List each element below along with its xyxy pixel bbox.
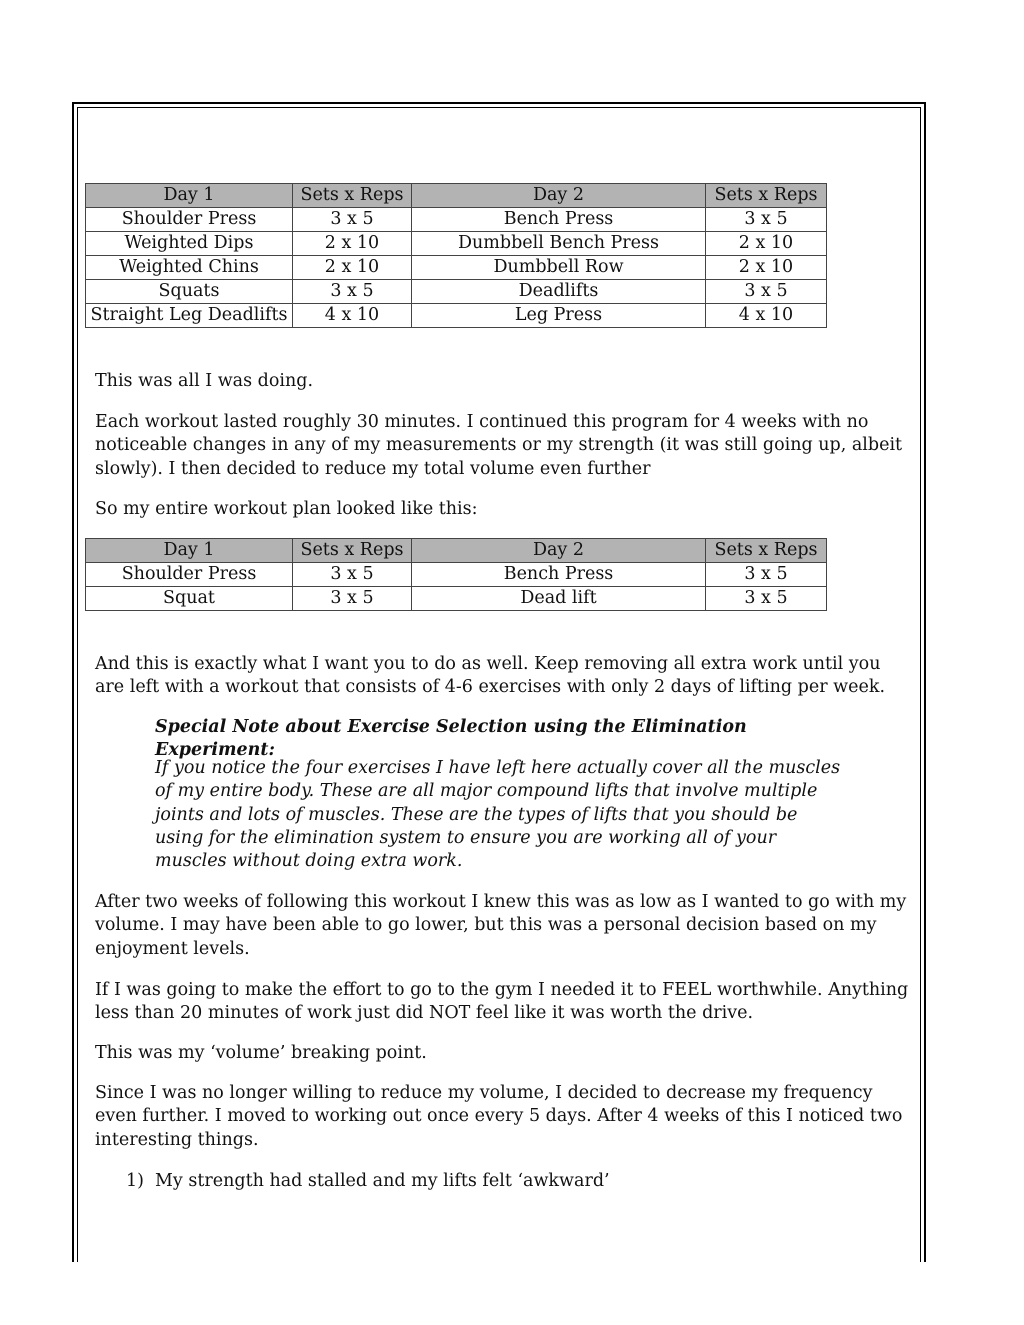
table-cell: 3 x 5	[293, 563, 412, 587]
table-cell: Bench Press	[412, 563, 706, 587]
table-row	[86, 232, 827, 256]
table-cell: 2 x 10	[293, 256, 412, 280]
table-cell: Shoulder Press	[86, 563, 293, 587]
table-row	[86, 280, 827, 304]
table-cell: Leg Press	[412, 304, 706, 328]
list-item	[126, 1170, 826, 1193]
paragraph: If I was going to make the effort to go to the gym I needed it to FEEL worthwhile. Anything less than 20 minutes of work just did NOT feel like it was worth the drive.	[95, 980, 909, 1024]
workout-table-reduced	[85, 538, 827, 611]
table-cell: 3 x 5	[293, 208, 412, 232]
table-row	[86, 256, 827, 280]
table-row	[86, 563, 827, 587]
header-sets-reps: Sets x Reps	[706, 184, 827, 208]
workout-table-full	[85, 183, 827, 328]
table-cell: 4 x 10	[293, 304, 412, 328]
list-item-text: My strength had stalled and my lifts felt ‘awkward’	[155, 1171, 610, 1191]
special-note-body: If you notice the four exercises I have left here actually cover all the muscles of my entire body. These are all major compound lifts that involve multiple joints and lots of muscles. These are the types of lifts that you should be using for the elimination system to ensure you are working all of your muscles without doing extra work.	[155, 758, 841, 872]
table-cell: Straight Leg Deadlifts	[86, 304, 293, 328]
paragraph: After two weeks of following this workout I knew this was as low as I wanted to go with my volume. I may have been able to go lower, but this was a personal decision based on my enjoyment levels.	[95, 892, 907, 959]
header-sets-reps: Sets x Reps	[293, 539, 412, 563]
paragraph: Since I was no longer willing to reduce my volume, I decided to decrease my frequency even further. I moved to working out once every 5 days. After 4 weeks of this I noticed two interesting things.	[95, 1083, 903, 1150]
paragraph: This was all I was doing.	[95, 371, 314, 391]
table-row	[86, 208, 827, 232]
header-day2: Day 2	[412, 184, 706, 208]
table-cell: 3 x 5	[293, 280, 412, 304]
header-day1: Day 1	[86, 184, 293, 208]
table-cell: Squats	[86, 280, 293, 304]
table-cell: Weighted Chins	[86, 256, 293, 280]
table-cell: Squat	[86, 587, 293, 611]
table-header-row	[86, 184, 827, 208]
header-sets-reps: Sets x Reps	[293, 184, 412, 208]
paragraph: And this is exactly what I want you to do as well. Keep removing all extra work until you are left with a workout that consists of 4-6 exercises with only 2 days of lifting per week.	[95, 654, 886, 698]
header-day1: Day 1	[86, 539, 293, 563]
table-cell: 3 x 5	[293, 587, 412, 611]
table-cell: 4 x 10	[706, 304, 827, 328]
table-cell: 2 x 10	[706, 256, 827, 280]
table-cell: 2 x 10	[293, 232, 412, 256]
table-cell: 3 x 5	[706, 208, 827, 232]
paragraph: Each workout lasted roughly 30 minutes. I continued this program for 4 weeks with no noticeable changes in any of my measurements or my strength (it was still going up, albeit slowly). I then decided to reduce my total volume even further	[95, 412, 903, 479]
table-cell: 2 x 10	[706, 232, 827, 256]
paragraph: This was my ‘volume’ breaking point.	[95, 1043, 427, 1063]
table-row	[86, 587, 827, 611]
header-sets-reps: Sets x Reps	[706, 539, 827, 563]
table-cell: Dumbbell Bench Press	[412, 232, 706, 256]
table-cell: Shoulder Press	[86, 208, 293, 232]
table-cell: Bench Press	[412, 208, 706, 232]
table-cell: 3 x 5	[706, 280, 827, 304]
table-cell: Dumbbell Row	[412, 256, 706, 280]
list-number: 1)	[126, 1171, 144, 1191]
table-cell: 3 x 5	[706, 587, 827, 611]
table-header-row	[86, 539, 827, 563]
paragraph: So my entire workout plan looked like this:	[95, 499, 478, 519]
table-cell: Deadlifts	[412, 280, 706, 304]
table-cell: 3 x 5	[706, 563, 827, 587]
special-note-title: Special Note about Exercise Selection using the Elimination Experiment:	[155, 717, 747, 761]
table-cell: Dead lift	[412, 587, 706, 611]
table-row	[86, 304, 827, 328]
table-cell: Weighted Dips	[86, 232, 293, 256]
header-day2: Day 2	[412, 539, 706, 563]
